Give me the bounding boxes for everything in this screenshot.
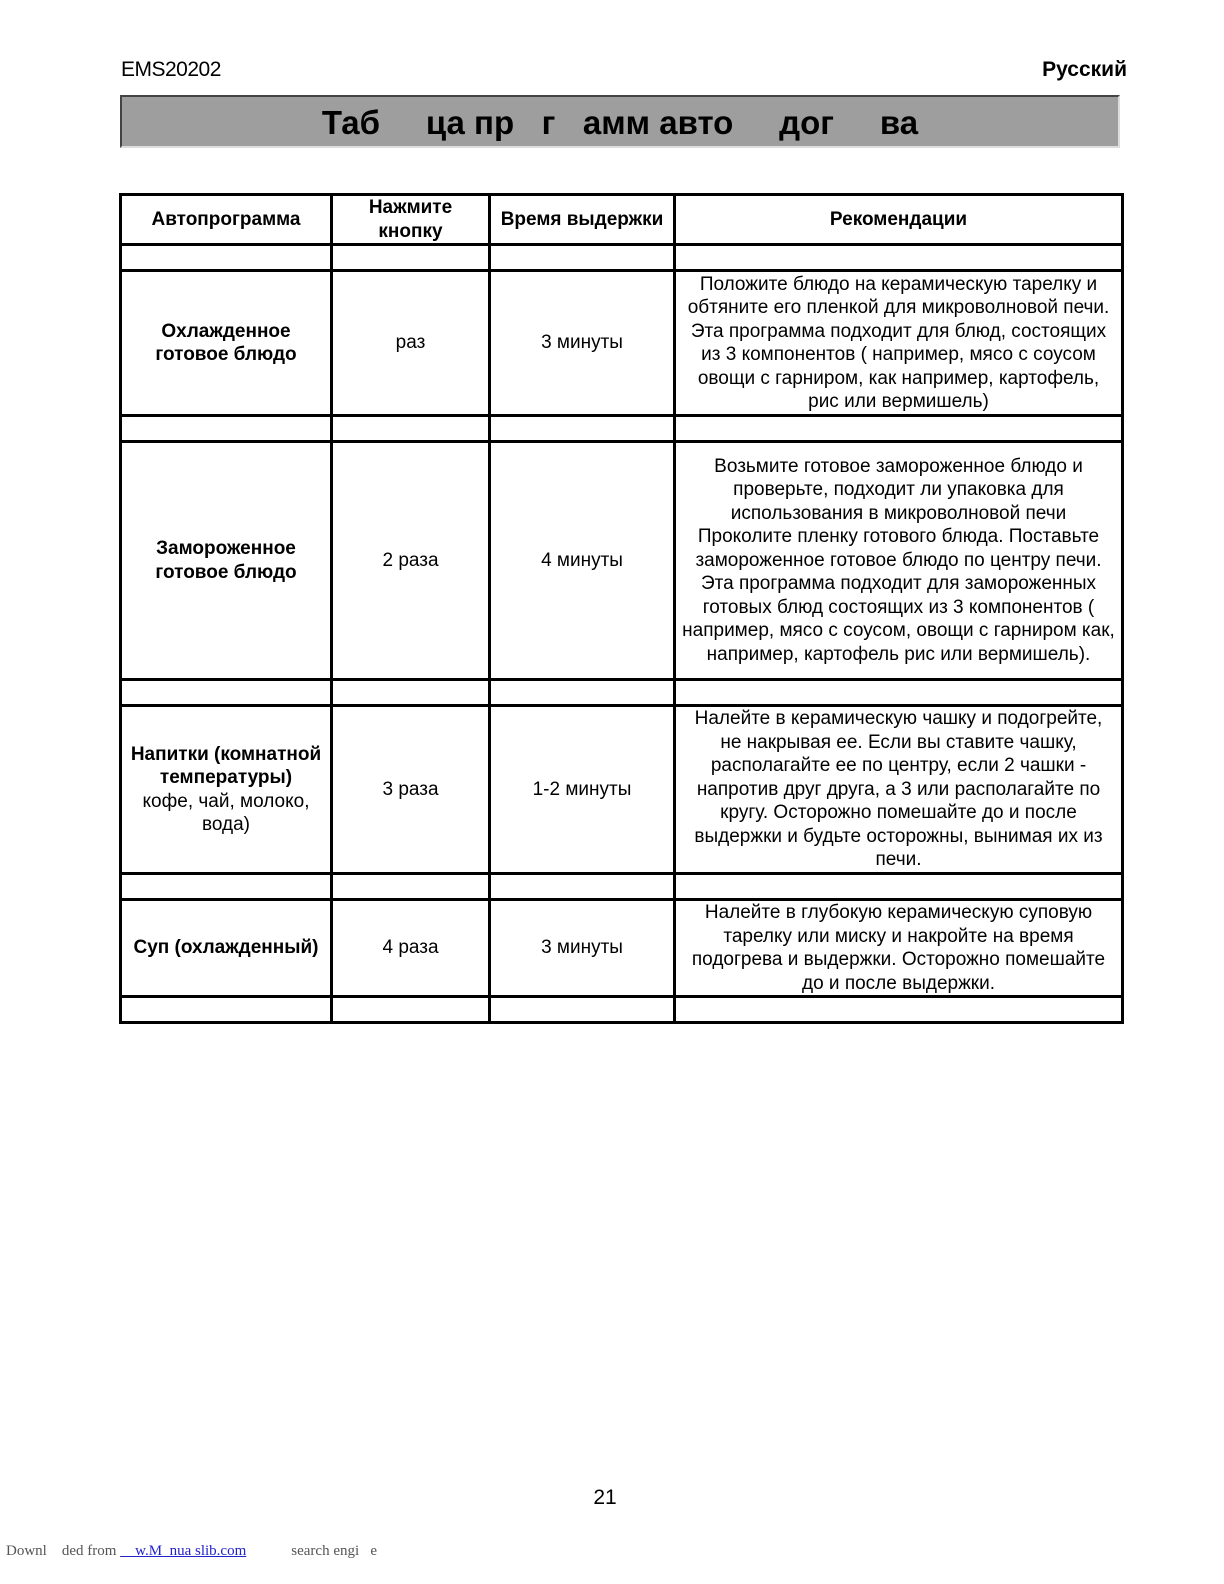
table-row (121, 900, 1123, 997)
table-row (121, 706, 1123, 874)
footer-link[interactable]: w.M nua slib.com (120, 1543, 247, 1559)
col-header-recommendations: Рекомендации (675, 195, 1123, 245)
recommendation: Налейте в глубокую керамическую суповую тарелку или миску и накройте на время подогрева и выдержки. Осторожно помешайте до и после выдержки. (675, 900, 1123, 997)
download-footer (6, 1543, 377, 1560)
hold-time: 4 минуты (490, 442, 675, 680)
program-name: Охлажденное готовое блюдо (121, 271, 332, 416)
spacer-row (121, 997, 1123, 1023)
page-number: 21 (593, 1486, 617, 1509)
recommendation: Налейте в керамическую чашку и подогрейте, не накрывая ее. Если вы ставите чашку, располагайте ее по центру, если 2 чашки - напротив друг друга, а 3 или располагайте по кругу. Осторожно помешайте до и после выдержки и будьте осторожны, вынимая их из печи. (675, 706, 1123, 874)
footer-prefix: Downl ded from (6, 1543, 121, 1559)
program-name: Напитки (комнатной температуры) (130, 743, 322, 788)
press-count: 2 раза (332, 442, 490, 680)
table-row (121, 271, 1123, 416)
press-count: раз (332, 271, 490, 416)
recommendation: Возьмите готовое замороженное блюдо и проверьте, подходит ли упаковка для использования в микроволновой печи Проколите пленку готового блюда. Поставьте замороженное готовое блюдо по центру печи. Эта программа подходит для замороженных готовых блюд состоящих из 3 компонентов ( например, мясо с соусом, овощи с гарниром как, например, картофель рис или вермишель). (675, 442, 1123, 680)
auto-program-table (119, 193, 1124, 1024)
recommendation: Положите блюдо на керамическую тарелку и обтяните его пленкой для микроволновой печи. Эта программа подходит для блюд, состоящих из 3 компонентов ( например, мясо с соусом овощи с гарниром, как например, картофель, рис или вермишель) (675, 271, 1123, 416)
hold-time: 1-2 минуты (490, 706, 675, 874)
spacer-row (121, 680, 1123, 706)
program-name: Суп (охлажденный) (121, 900, 332, 997)
model-number: EMS20202 (121, 58, 221, 81)
page-title: Таб ца пр г амм авто дог ва (321, 104, 919, 141)
title-banner (120, 95, 1120, 148)
col-header-press: Нажмите кнопку (332, 195, 490, 245)
press-count: 3 раза (332, 706, 490, 874)
press-count: 4 раза (332, 900, 490, 997)
col-header-time: Время выдержки (490, 195, 675, 245)
program-name-cell (121, 706, 332, 874)
program-note: кофе, чай, молоко, вода) (142, 790, 310, 835)
col-header-program: Автопрограмма (121, 195, 332, 245)
hold-time: 3 минуты (490, 271, 675, 416)
footer-gap (246, 1543, 291, 1559)
program-name: Замороженное готовое блюдо (121, 442, 332, 680)
spacer-row (121, 245, 1123, 271)
footer-suffix: search engi e (291, 1543, 378, 1559)
table-row (121, 442, 1123, 680)
spacer-row (121, 874, 1123, 900)
hold-time: 3 минуты (490, 900, 675, 997)
language-label: Русский (1042, 58, 1127, 81)
spacer-row (121, 416, 1123, 442)
table-header-row (121, 195, 1123, 245)
